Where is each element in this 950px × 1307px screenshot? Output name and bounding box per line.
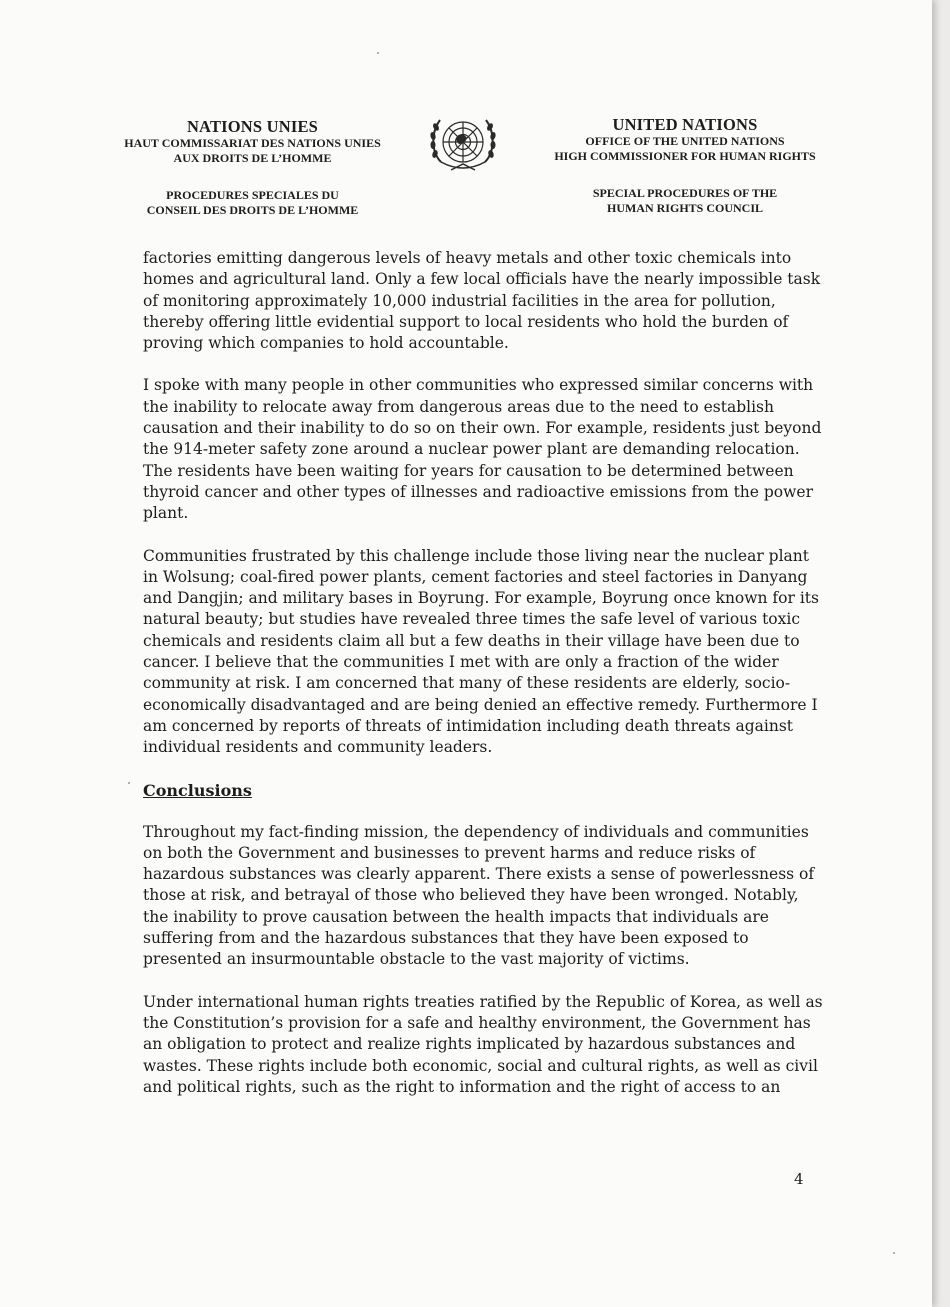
scan-speck: [377, 52, 379, 54]
procedures-en-line-2: HUMAN RIGHTS COUNCIL: [606, 201, 763, 215]
org-title-en: UNITED NATIONS: [612, 115, 758, 134]
procedures-en: [540, 186, 830, 216]
body-text: [143, 248, 823, 1119]
section-heading-conclusions: Conclusions: [143, 780, 252, 800]
org-subtitle-fr-1: HAUT COMMISSARIAT DES NATIONS UNIES: [124, 136, 381, 150]
org-subtitle-fr-2: AUX DROITS DE L’HOMME: [173, 151, 332, 165]
org-subtitle-en-1: OFFICE OF THE UNITED NATIONS: [585, 134, 785, 148]
header-french: [100, 118, 405, 218]
un-emblem-icon: [427, 112, 499, 180]
org-subtitle-en-2: HIGH COMMISSIONER FOR HUMAN RIGHTS: [554, 149, 816, 163]
paragraph-2: I spoke with many people in other communities who expressed similar concerns with the inability to relocate away from dangerous areas due to the need to establish causation and their inability to do so on their own. For example, residents just beyond the 914-meter safety zone around a nuclear power plant are demanding relocation. The residents have been waiting for years for causation to be determined between thyroid cancer and other types of illnesses and radioactive emissions from the power plant.: [143, 376, 822, 523]
header-english: [540, 116, 830, 216]
paragraph-1: factories emitting dangerous levels of heavy metals and other toxic chemicals into homes and agricultural land. Only a few local officials have the nearly impossible task of monitoring approximately 10,000 industrial facilities in the area for pollution, thereby offering little evidential support to local residents who hold the burden of proving which companies to hold accountable.: [143, 249, 821, 353]
procedures-fr-line-2: CONSEIL DES DROITS DE L’HOMME: [146, 203, 359, 217]
procedures-fr: [100, 188, 405, 218]
procedures-fr-line-1: PROCEDURES SPECIALES DU: [166, 188, 339, 202]
org-title-fr: NATIONS UNIES: [186, 117, 319, 136]
paragraph-3: Communities frustrated by this challenge include those living near the nuclear plant in Wolsung; coal-fired power plants, cement factories and steel factories in Danyang and Dangjin; and military bases in Boyrung. For example, Boyrung once known for its natural beauty; but studies have revealed three times the safe level of various toxic chemicals and residents claim all but a few deaths in their village have been due to cancer. I believe that the communities I met with are only a fraction of the wider community at risk. I am concerned that many of these residents are elderly, socio-economically disadvantaged and are being denied an effective remedy. Furthermore I am concerned by reports of threats of intimidation including death threats against individual residents and community leaders.: [143, 546, 819, 757]
paragraph-4: Throughout my fact-finding mission, the dependency of individuals and communities on both the Government and businesses to prevent harms and reduce risks of hazardous substances was clearly apparent. There exists a sense of powerlessness of those at risk, and betrayal of those who believed they have been wronged. Notably, the inability to prove causation between the health impacts that individuals are suffering from and the hazardous substances that they have been exposed to presented an insurmountable obstacle to the vast majority of victims.: [143, 822, 815, 969]
paragraph-5: Under international human rights treaties ratified by the Republic of Korea, as well as the Constitution’s provision for a safe and healthy environment, the Government has an obligation to protect and realize rights implicated by hazardous substances and wastes. These rights include both economic, social and cultural rights, as well as civil and political rights, such as the right to information and the right of access to an: [143, 992, 823, 1096]
page-number: 4: [794, 1170, 804, 1188]
scan-speck: [893, 1252, 895, 1254]
scan-speck: [128, 782, 130, 784]
procedures-en-line-1: SPECIAL PROCEDURES OF THE: [592, 186, 778, 200]
